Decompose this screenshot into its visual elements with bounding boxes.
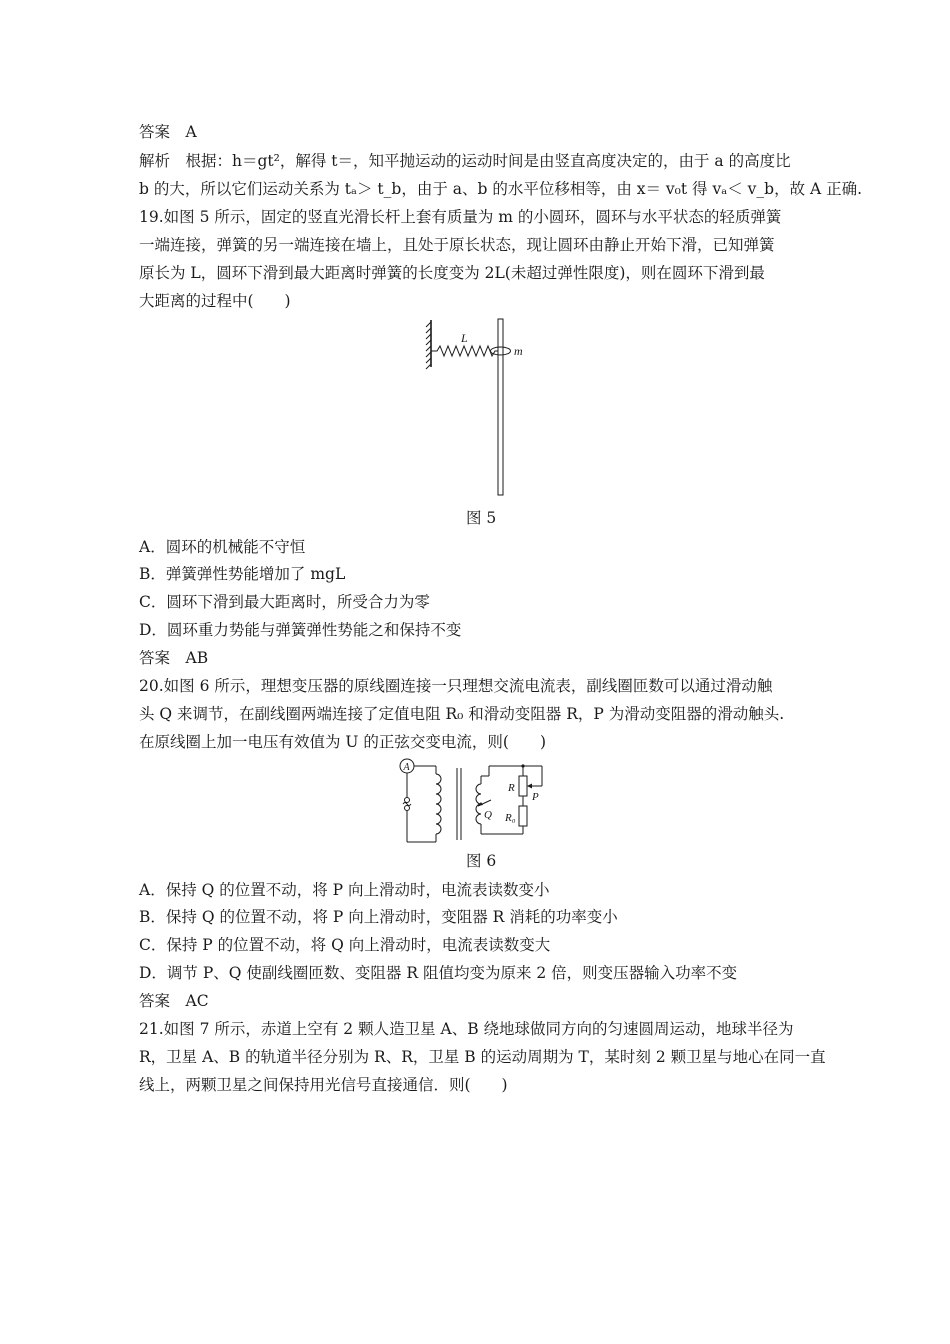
resistor-label: R₀ [505, 812, 516, 824]
option-19-b: B．弹簧弹性势能增加了 mgL [139, 565, 346, 583]
answer-18: 答案 A [139, 123, 197, 141]
ring-label: m [514, 344, 523, 358]
question-19-line-4: 大距离的过程中( ) [139, 292, 291, 310]
rod [498, 319, 503, 495]
question-21-line-1: 21.如图 7 所示，赤道上空有 2 颗人造卫星 A、B 绕地球做同方向的匀速圆周运动，地球半径为 [139, 1020, 794, 1038]
option-20-d: D．调节 P、Q 使副线圈匝数、变阻器 R 阻值均变为原来 2 倍，则变压器输入功率不变 [139, 964, 738, 982]
rheostat-label: R [508, 782, 515, 794]
option-20-b: B．保持 Q 的位置不动，将 P 向上滑动时，变阻器 R 消耗的功率变小 [139, 908, 618, 926]
option-20-a: A．保持 Q 的位置不动，将 P 向上滑动时，电流表读数变小 [139, 881, 550, 899]
analysis-line-1: 解析 根据：h＝gt²，解得 t＝，知平抛运动的运动时间是由竖直高度决定的，由于 a 的高度比 [139, 152, 791, 170]
answer-19: 答案 AB [139, 649, 209, 667]
question-20-line-1: 20.如图 6 所示，理想变压器的原线圈连接一只理想交流电流表，副线圈匝数可以通过滑动触 [139, 677, 773, 695]
option-19-d: D．圆环重力势能与弹簧弹性势能之和保持不变 [139, 621, 462, 639]
analysis-line-2: b 的大，所以它们运动关系为 tₐ＞ t_b，由于 a、b 的水平位移相等，由 x＝ v₀t 得 vₐ＜ v_b，故 A 正确. [139, 180, 863, 198]
tap-label: Q [484, 809, 492, 821]
figure-5-caption: 图 5 [466, 509, 497, 527]
question-21-line-3: 线上，两颗卫星之间保持用光信号直接通信．则( ) [139, 1076, 508, 1094]
option-20-c: C．保持 P 的位置不动，将 Q 向上滑动时，电流表读数变大 [139, 936, 551, 954]
figure-6-diagram [399, 760, 549, 845]
primary-coil [436, 774, 441, 834]
figure-6-caption: 图 6 [466, 852, 497, 870]
fixed-resistor [519, 806, 527, 826]
rheostat [519, 776, 527, 796]
option-19-c: C．圆环下滑到最大距离时，所受合力为零 [139, 593, 430, 611]
question-19-line-1: 19.如图 5 所示，固定的竖直光滑长杆上套有质量为 m 的小圆环，圆环与水平状态的轻质弹簧 [139, 208, 782, 226]
answer-20: 答案 AC [139, 992, 209, 1010]
ammeter-label: A [403, 762, 410, 773]
question-19-line-3: 原长为 L，圆环下滑到最大距离时弹簧的长度变为 2L(未超过弹性限度)，则在圆环下滑到最 [139, 264, 765, 282]
question-20-line-3: 在原线圈上加一电压有效值为 U 的正弦交变电流，则( ) [139, 733, 547, 751]
slider-label: P [532, 791, 539, 803]
question-21-line-2: R，卫星 A、B 的轨道半径分别为 R、R，卫星 B 的运动周期为 T，某时刻 2 颗卫星与地心在同一直 [139, 1048, 826, 1066]
question-19-line-2: 一端连接，弹簧的另一端连接在墙上，且处于原长状态，现让圆环由静止开始下滑，已知弹簧 [139, 236, 775, 254]
option-19-a: A．圆环的机械能不守恒 [139, 538, 306, 556]
spring-label: L [461, 331, 468, 345]
figure-5-diagram [425, 315, 545, 500]
question-20-line-2: 头 Q 来调节，在副线圈两端连接了定值电阻 R₀ 和滑动变阻器 R，P 为滑动变阻器的滑动触头. [139, 705, 785, 723]
